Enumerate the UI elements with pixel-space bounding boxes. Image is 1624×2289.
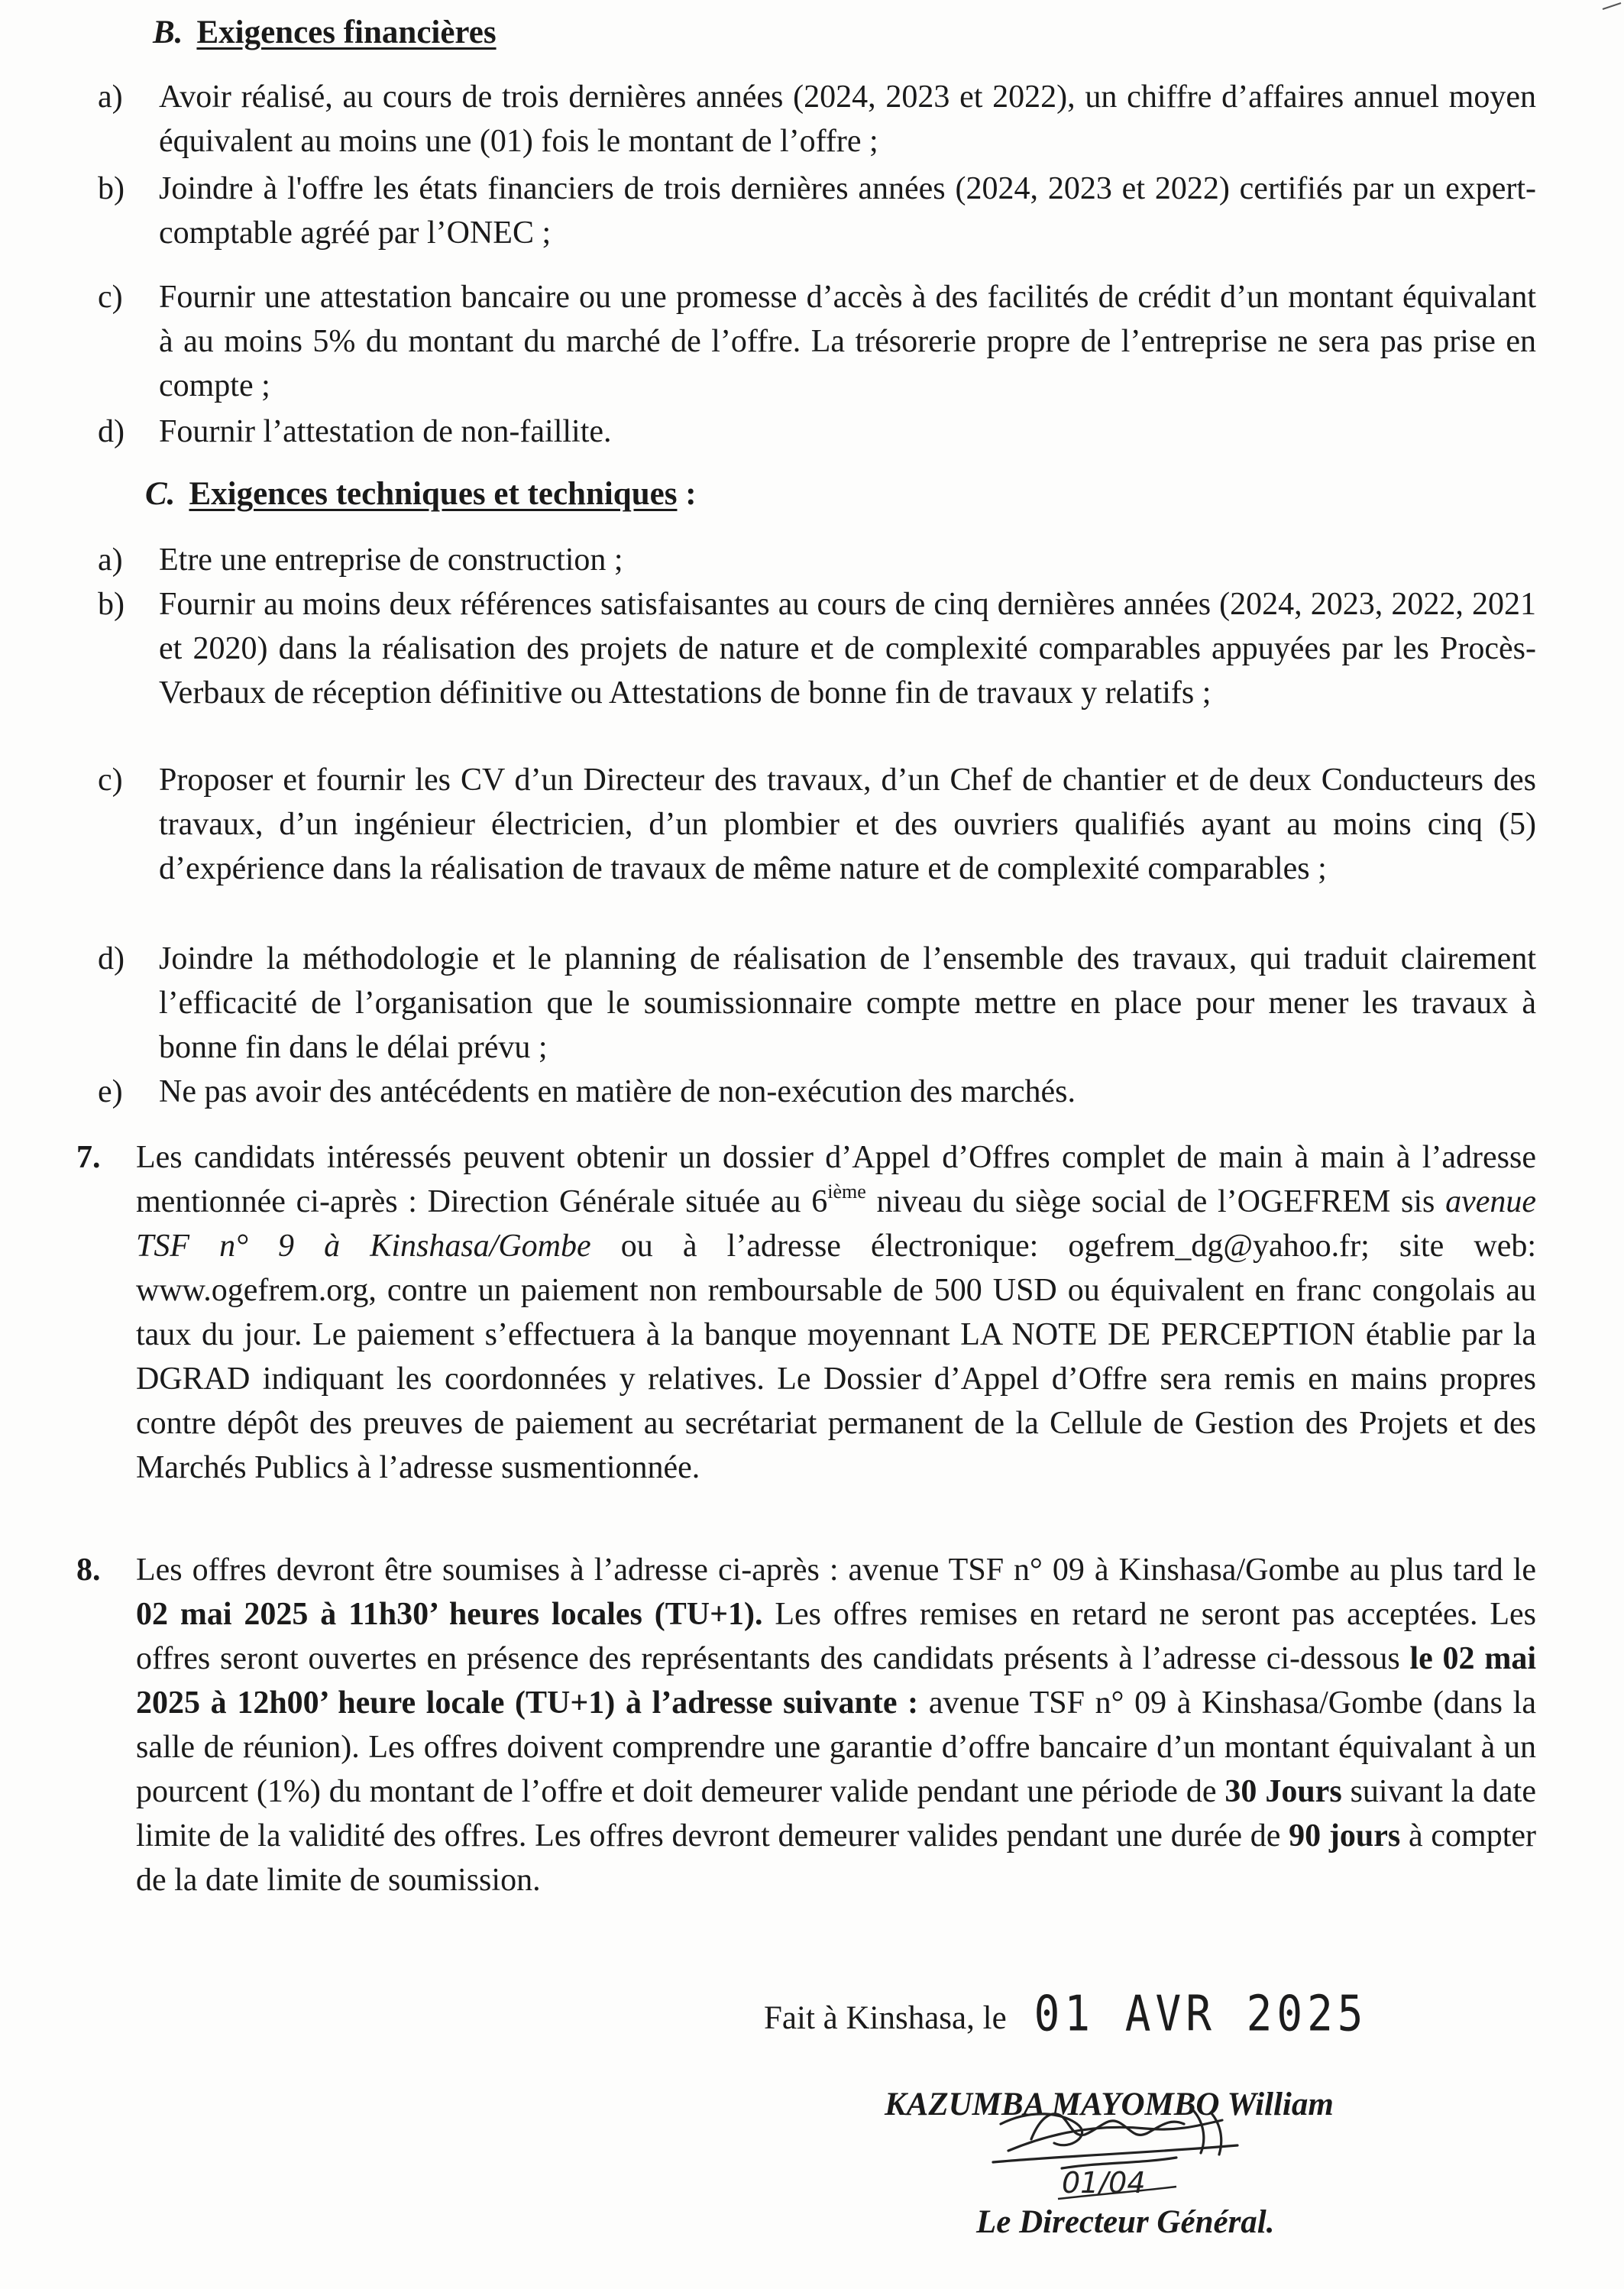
list-marker: c) <box>98 762 123 798</box>
paragraph-8-text-3: avenue TSF n° 09 à Kinshasa/Gombe (dans la salle de réunion). Les offres doivent comprendre une garantie d’offre bancaire d’un montant équivalant à un pourcent (1%) du montant de l’offre et doit demeurer valide pendant une période de <box>136 1685 1536 1809</box>
list-item <box>98 410 1536 454</box>
list-marker: e) <box>98 1074 123 1109</box>
list-item-text: Fournir une attestation bancaire ou une promesse d’accès à des facilités de crédit d’un montant équivalant à au moins 5% du montant du marché de l’offre. La trésorerie propre de l’entreprise ne sera pas prise en compte ; <box>159 280 1536 403</box>
list-item-text: Avoir réalisé, au cours de trois dernières années (2024, 2023 et 2022), un chiffre d’affaires annuel moyen équivalent au moins une (01) fois le montant de l’offre ; <box>159 79 1536 159</box>
paragraph-7-text-2: niveau du siège social de l’OGEFREM sis <box>865 1184 1446 1219</box>
paragraph-7-number: 7. <box>76 1140 101 1175</box>
section-c-heading <box>145 472 697 516</box>
paragraph-8-text-1: Les offres devront être soumises à l’adresse ci-après : avenue TSF n° 09 à Kinshasa/Gombe au plus tard le <box>136 1552 1536 1588</box>
scan-corner-mark <box>1601 0 1624 12</box>
list-marker: a) <box>98 542 123 578</box>
signature-date: 01/04 <box>1062 2166 1146 2200</box>
date-stamp: 01 AVR 2025 <box>1034 1986 1368 2043</box>
list-marker: d) <box>98 414 125 449</box>
guarantee-days-bold: 30 Jours <box>1224 1774 1342 1809</box>
ordinal-suffix: ième <box>827 1180 866 1203</box>
section-c-letter: C. <box>145 476 176 512</box>
section-b-title: Exigences financières <box>196 15 497 50</box>
paragraph-8 <box>136 1548 1536 1902</box>
list-item-text: Ne pas avoir des antécédents en matière de non-exécution des marchés. <box>159 1074 1076 1109</box>
place-text: Fait à Kinshasa, le <box>764 2000 1007 2036</box>
list-marker: b) <box>98 171 125 206</box>
section-c-colon: : <box>677 476 697 512</box>
address-italic: avenue TSF n° 9 à Kinshasa/Gombe <box>136 1184 1537 1264</box>
list-item-text: Proposer et fournir les CV d’un Directeur des travaux, d’un Chef de chantier et de deux Conducteurs des travaux, d’un ingénieur électricien, d’un plombier et des ouvriers qualifiés ayant au moins cinq (5) d’expérience dans la réalisation de travaux de même nature et de complexité comparables ; <box>159 762 1536 886</box>
list-marker: c) <box>98 280 123 315</box>
paragraph-7-text-3: ou à l’adresse électronique: ogefrem_dg@yahoo.fr; site web: www.ogefrem.org, contre un paiement non remboursable de 500 USD ou équivalent en franc congolais au taux du jour. Le paiement s’effectuera à la banque moyennant LA NOTE DE PERCEPTION établie par la DGRAD indiquant les coordonnées y relatives. Le Dossier d’Appel d’Offre sera remis en mains propres contre dépôt des preuves de paiement au secrétariat permanent de la Cellule de Gestion des Projets et des Marchés Publics à l’adresse susmentionnée. <box>136 1229 1536 1485</box>
list-item <box>98 1070 1536 1114</box>
place-and-date <box>764 1986 1368 2043</box>
list-item <box>98 275 1536 408</box>
list-item <box>98 758 1536 935</box>
list-item <box>98 538 1536 582</box>
paragraph-8-text-2: Les offres remises en retard ne seront pas acceptées. Les offres seront ouvertes en présence des représentants des candidats présents à l’adresse ci-dessous <box>136 1597 1537 1676</box>
validity-days-bold: 90 jours <box>1289 1818 1401 1854</box>
section-c-title: Exigences techniques et techniques <box>189 476 678 512</box>
signatory-title: Le Directeur Général. <box>976 2204 1275 2240</box>
list-item-text: Etre une entreprise de construction ; <box>159 542 623 578</box>
list-item <box>98 937 1536 1070</box>
list-marker: b) <box>98 587 125 622</box>
deadline-bold: 02 mai 2025 à 11h30’ heures locales (TU+1). <box>136 1597 763 1632</box>
paragraph-8-text-5: à compter de la date limite de soumission. <box>136 1818 1537 1898</box>
paragraph-7-text-1: Les candidats intéressés peuvent obtenir un dossier d’Appel d’Offres complet de main à main à l’adresse mentionnée ci-après : Direction Générale située au 6 <box>136 1140 1536 1219</box>
list-item-text: Fournir au moins deux références satisfaisantes au cours de cinq dernières années (2024, 2023, 2022, 2021 et 2020) dans la réalisation des projets de nature et de complexité comparables appuyées par les Procès-Verbaux de réception définitive ou Attestations de bonne fin de travaux y relatifs ; <box>159 587 1536 711</box>
paragraph-8-text-4: suivant la date limite de la validité des offres. Les offres devront demeurer valides pendant une durée de <box>136 1774 1536 1854</box>
signatory-name: KAZUMBA MAYOMBO William <box>885 2087 1334 2122</box>
opening-date-bold: le 02 mai 2025 à 12h00’ heure locale (TU+1) à l’adresse suivante : <box>136 1641 1536 1721</box>
list-item <box>98 75 1536 164</box>
list-item <box>98 582 1536 759</box>
list-item-text: Joindre à l'offre les états financiers de trois dernières années (2024, 2023 et 2022) certifiés par un expert-comptable agréé par l’ONEC ; <box>159 171 1536 251</box>
section-b-letter: B. <box>153 15 183 50</box>
list-item-text: Joindre la méthodologie et le planning de réalisation de l’ensemble des travaux, qui traduit clairement l’efficacité de l’organisation que le soumissionnaire compte mettre en place pour mener les travaux à bonne fin dans le délai prévu ; <box>159 941 1536 1065</box>
list-item <box>98 167 1536 255</box>
paragraph-8-number: 8. <box>76 1552 101 1588</box>
list-item-text: Fournir l’attestation de non-faillite. <box>159 414 612 449</box>
list-marker: a) <box>98 79 123 115</box>
section-b-heading <box>153 11 497 55</box>
paragraph-7 <box>136 1135 1536 1490</box>
list-marker: d) <box>98 941 125 976</box>
